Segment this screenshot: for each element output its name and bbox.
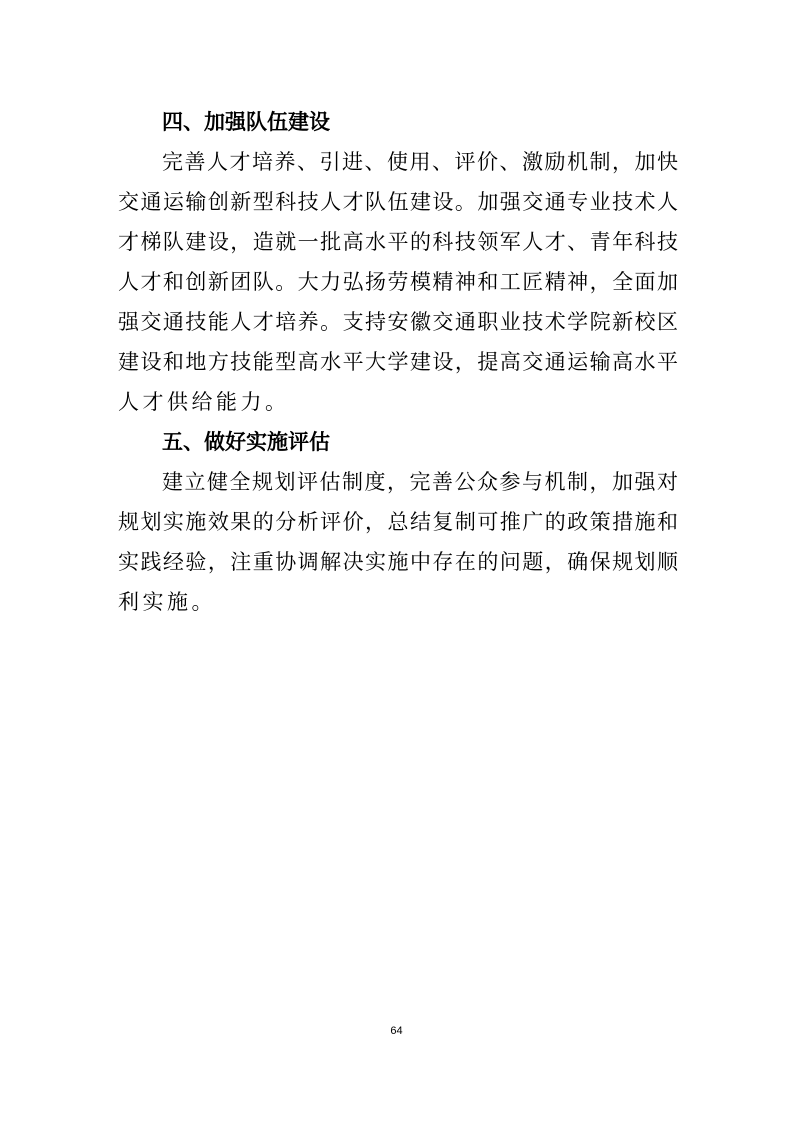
paragraph-line: 建立健全规划评估制度，完善公众参与机制，加强对 xyxy=(162,470,678,494)
paragraph-line: 强交通技能人才培养。支持安徽交通职业技术学院新校区 xyxy=(118,310,678,334)
section-heading-implementation-evaluation: 五、做好实施评估 xyxy=(162,430,330,454)
page-content xyxy=(118,102,678,622)
paragraph-line: 完善人才培养、引进、使用、评价、激励机制，加快 xyxy=(162,150,678,174)
paragraph-line: 实践经验，注重协调解决实施中存在的问题，确保规划顺 xyxy=(118,550,678,574)
paragraph-line: 人才和创新团队。大力弘扬劳模精神和工匠精神，全面加 xyxy=(118,270,678,294)
paragraph-line: 才梯队建设，造就一批高水平的科技领军人才、青年科技 xyxy=(118,230,678,254)
paragraph-line: 建设和地方技能型高水平大学建设，提高交通运输高水平 xyxy=(118,350,678,374)
paragraph-line: 利实施。 xyxy=(118,590,216,614)
page-number: 64 xyxy=(390,1025,403,1037)
section-heading-strengthen-team: 四、加强队伍建设 xyxy=(162,110,330,134)
paragraph-strengthen-team xyxy=(118,142,678,422)
paragraph-implementation-evaluation xyxy=(118,462,678,622)
paragraph-line: 规划实施效果的分析评价，总结复制可推广的政策措施和 xyxy=(118,510,678,534)
paragraph-line: 人才供给能力。 xyxy=(118,390,290,414)
paragraph-line: 交通运输创新型科技人才队伍建设。加强交通专业技术人 xyxy=(118,190,678,214)
